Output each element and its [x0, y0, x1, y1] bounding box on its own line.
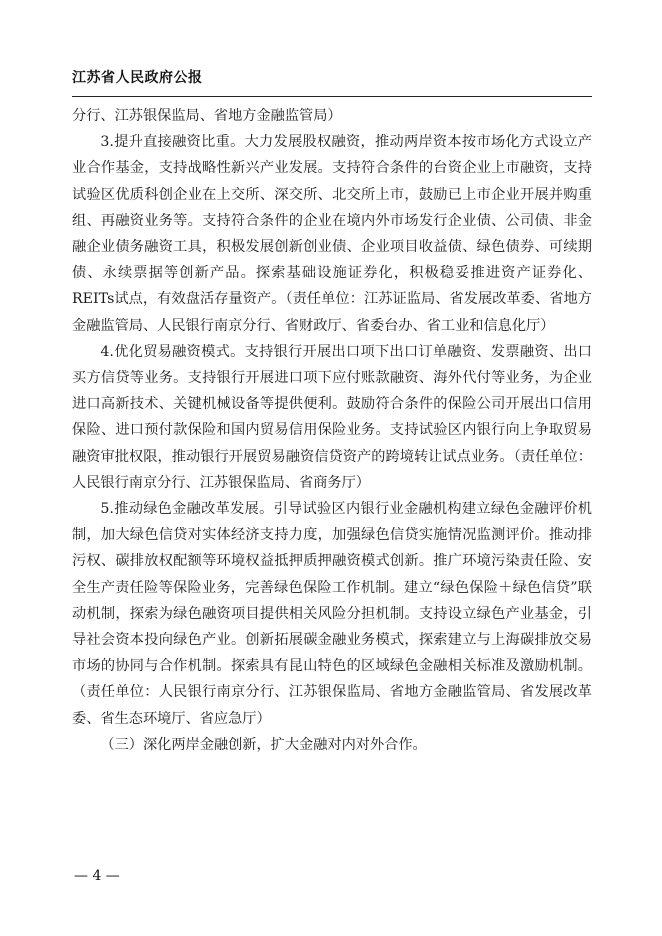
section-heading: （三）深化两岸金融创新，扩大金融对内对外合作。: [100, 736, 427, 753]
gazette-title: 江苏省人民政府公报: [72, 70, 203, 86]
document-body: [72, 103, 592, 758]
page-number: — 4 —: [74, 868, 120, 884]
paragraph-continuation: 分行、江苏银保监局、省地方金融监管局）: [72, 108, 342, 124]
header-divider: [72, 96, 592, 97]
paragraph-green-finance: 5.推动绿色金融改革发展。引导试验区内银行业金融机构建立绿色金融评价机制，加大绿色信贷对实体经济支持力度，加强绿色信贷实施情况监测评价。推动排污权、碳排放权配额等环境权益抵押质押融资模式创新。推广环境污染责任险、安全生产责任险等保险业务，完善绿色保险工作机制。建立“绿色保险＋绿色信贷”联动机制，探索为绿色融资项目提供相关风险分担机制。支持设立绿色产业基金，引导社会资本投向绿色产业。创新拓展碳金融业务模式，探索建立与上海碳排放交易市场的协同与合作机制。探索具有昆山特色的区域绿色金融相关标准及激励机制。（责任单位：人民银行南京分行、江苏银保监局、省地方金融监管局、省发展改革委、省生态环境厅、省应急厅）: [72, 501, 592, 727]
paragraph-direct-financing: 3.提升直接融资比重。大力发展股权融资，推动两岸资本按市场化方式设立产业合作基金，支持战略性新兴产业发展。支持符合条件的台资企业上市融资，支持试验区优质科创企业在上交所、深交所、北交所上市，鼓励已上市企业开展并购重组、再融资业务等。支持符合条件的企业在境内外市场发行企业债、公司债、非金融企业债务融资工具，积极发展创新创业债、企业项目收益债、绿色债券、可续期债、永续票据等创新产品。探索基础设施证券化，积极稳妥推进资产证券化、REITs试点，有效盘活存量资产。（责任单位：江苏证监局、省发展改革委、省地方金融监管局、人民银行南京分行、省财政厅、省委台办、省工业和信息化厅）: [72, 134, 592, 334]
gazette-header: [72, 68, 590, 88]
paragraph-trade-financing: 4.优化贸易融资模式。支持银行开展出口项下出口订单融资、发票融资、出口买方信贷等业务。支持银行开展进口项下应付账款融资、海外代付等业务，为企业进口高新技术、关键机械设备等提供便利。鼓励符合条件的保险公司开展出口信用保险、进口预付款保险和国内贸易信用保险业务。支持试验区内银行向上争取贸易融资审批权限，推动银行开展贸易融资信贷资产的跨境转让试点业务。（责任单位：人民银行南京分行、江苏银保监局、省商务厅）: [72, 343, 592, 491]
